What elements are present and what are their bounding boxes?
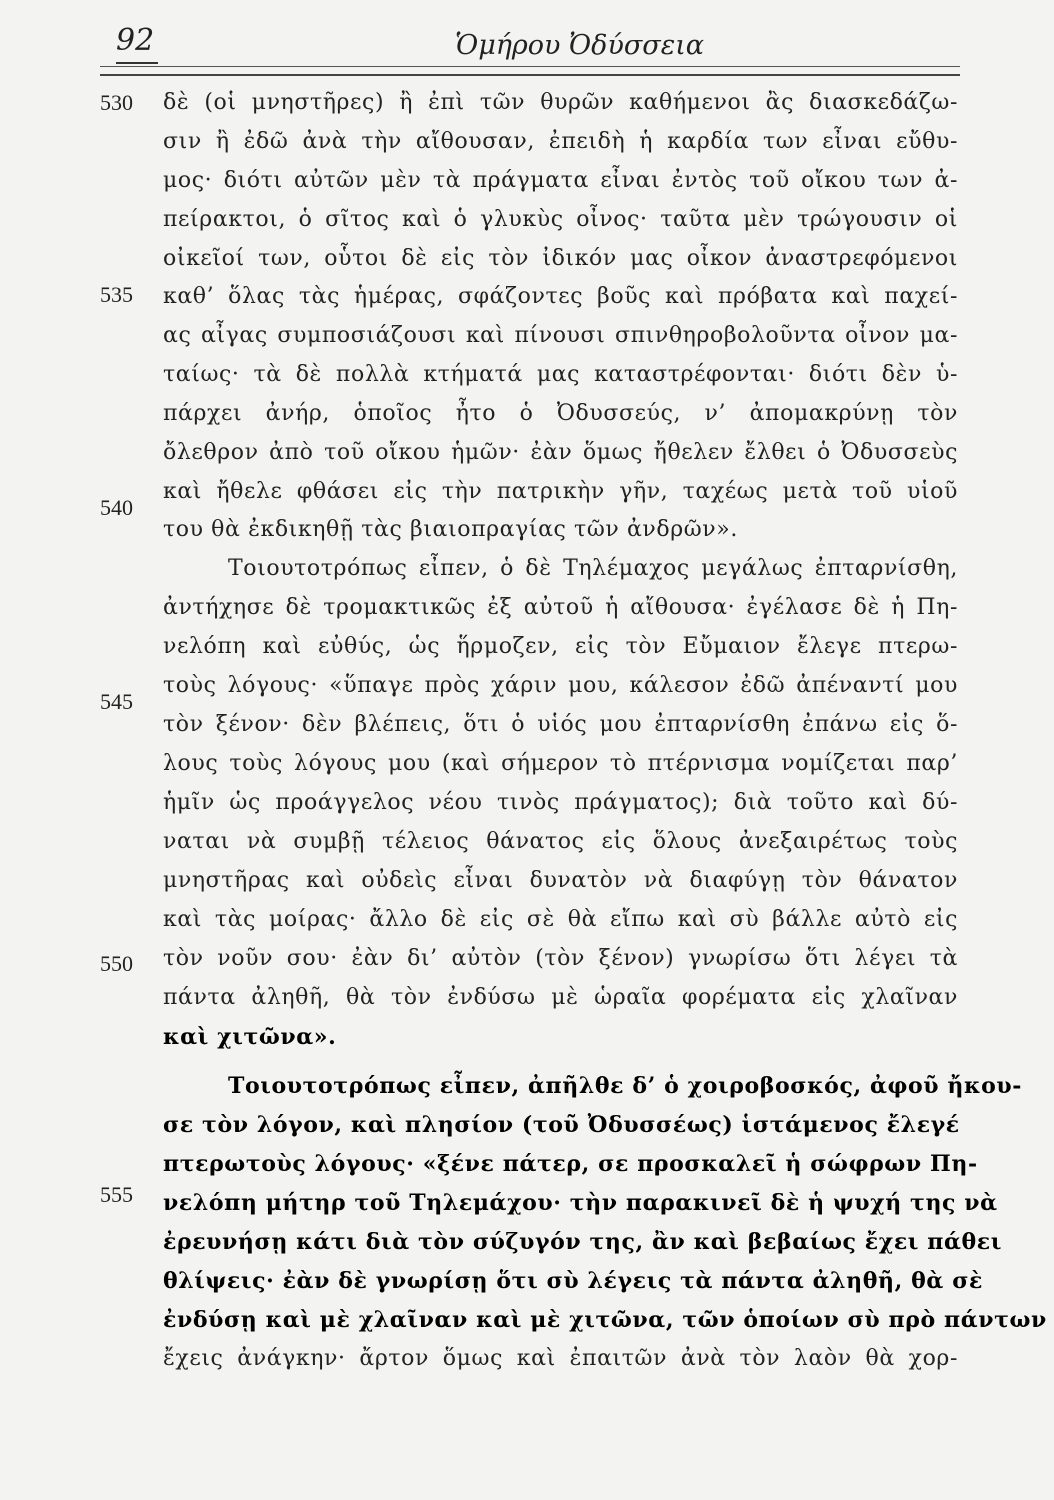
text-line: ἐρευνήσῃ κάτι διὰ τὸν σύζυγόν της, ἂν καὶ βεβαίως ἔχει πάθει: [163, 1229, 1003, 1255]
text-line: ας αἶγας συμποσιάζουσι καὶ πίνουσι σπινθηροβολοῦντα οἶνον μα-: [163, 323, 958, 348]
paragraph-start: Τοιουτοτρόπως εἶπεν, ἀπῆλθε δ’ ὁ χοιροβοσκός, ἀφοῦ ἤκου-: [228, 1073, 1022, 1099]
text-line: ὄλεθρον ἀπὸ τοῦ οἴκου ἡμῶν· ἐὰν ὅμως ἤθελεν ἔλθει ὁ Ὀδυσσεὺς: [163, 440, 958, 465]
text-line: μνηστῆρας καὶ οὐδεὶς εἶναι δυνατὸν νὰ διαφύγῃ τὸν θάνατον: [163, 868, 958, 893]
text-line: πάντα ἀληθῆ, θὰ τὸν ἐνδύσω μὲ ὡραῖα φορέματα εἰς χλαῖναν: [163, 985, 958, 1010]
page-number: 92: [116, 20, 158, 64]
header-rule-thin: [100, 66, 960, 67]
text-line: νελόπη μήτηρ τοῦ Τηλεμάχου· τὴν παρακινεῖ δὲ ἡ ψυχή της νὰ: [163, 1190, 998, 1216]
text-line: ναται νὰ συμβῇ τέλειος θάνατος εἰς ὅλους ἀνεξαιρέτως τοὺς: [163, 829, 958, 854]
text-line: ἐνδύσῃ καὶ μὲ χλαῖναν καὶ μὲ χιτῶνα, τῶν ὁποίων σὺ πρὸ πάντων: [163, 1307, 1047, 1333]
text-line: καὶ χιτῶνα».: [163, 1024, 337, 1050]
text-line: ταίως· τὰ δὲ πολλὰ κτήματά μας καταστρέφονται· διότι δὲν ὑ-: [163, 362, 958, 387]
text-line: καὶ ἤθελε φθάσει εἰς τὴν πατρικὴν γῆν, ταχέως μετὰ τοῦ υἱοῦ: [163, 479, 958, 504]
text-line: σε τὸν λόγον, καὶ πλησίον (τοῦ Ὀδυσσέως) ἱστάμενος ἔλεγέ: [163, 1112, 960, 1138]
text-line: του θὰ ἐκδικηθῇ τὰς βιαιοπραγίας τῶν ἀνδρῶν».: [163, 517, 738, 542]
text-line: θλίψεις· ἐὰν δὲ γνωρίσῃ ὅτι σὺ λέγεις τὰ πάντα ἀληθῆ, θὰ σὲ: [163, 1268, 984, 1294]
text-line: πάρχει ἀνήρ, ὁποῖος ἦτο ὁ Ὀδυσσεύς, ν’ ἀπομακρύνῃ τὸν: [163, 401, 958, 426]
header-rule-thick: [100, 74, 960, 76]
text-line: μος· διότι αὐτῶν μὲν τὰ πράγματα εἶναι ἐντὸς τοῦ οἴκου των ἀ-: [163, 168, 958, 193]
text-line: σιν ἢ ἐδῶ ἀνὰ τὴν αἴθουσαν, ἐπειδὴ ἡ καρδία των εἶναι εὔθυ-: [163, 129, 958, 154]
page-header: [100, 20, 960, 70]
text-line: ἡμῖν ὡς προάγγελος νέου τινὸς πράγματος); διὰ τοῦτο καὶ δύ-: [163, 790, 958, 815]
text-line: τὸν ξένον· δὲν βλέπεις, ὅτι ὁ υἱός μου ἐπταρνίσθη ἐπάνω εἰς ὅ-: [163, 712, 958, 737]
line-number: 535: [100, 282, 133, 307]
line-number: 545: [100, 689, 133, 714]
paragraph-start: Τοιουτοτρόπως εἶπεν, ὁ δὲ Τηλέμαχος μεγάλως ἐπταρνίσθη,: [228, 556, 958, 581]
line-number: 550: [100, 951, 133, 976]
text-line: οἰκεῖοί των, οὗτοι δὲ εἰς τὸν ἰδικόν μας οἶκον ἀναστρεφόμενοι: [163, 246, 958, 271]
text-line: ἔχεις ἀνάγκην· ἄρτον ὅμως καὶ ἐπαιτῶν ἀνὰ τὸν λαὸν θὰ χορ-: [163, 1346, 958, 1371]
text-line: πείρακτοι, ὁ σῖτος καὶ ὁ γλυκὺς οἶνος· ταῦτα μὲν τρώγουσιν οἱ: [163, 207, 958, 232]
running-title: Ὁμήρου Ὀδύσσεια: [455, 30, 705, 61]
line-number: 530: [100, 90, 133, 115]
text-line: δὲ (οἱ μνηστῆρες) ἢ ἐπὶ τῶν θυρῶν καθήμενοι ἂς διασκεδάζω-: [163, 90, 958, 115]
text-line: τοὺς λόγους· «ὕπαγε πρὸς χάριν μου, κάλεσον ἐδῶ ἀπέναντί μου: [163, 673, 958, 698]
text-line: πτερωτοὺς λόγους· «ξένε πάτερ, σε προσκαλεῖ ἡ σώφρων Πη-: [163, 1151, 978, 1177]
line-number: 540: [100, 495, 133, 520]
text-line: νελόπη καὶ εὐθύς, ὡς ἥρμοζεν, εἰς τὸν Εὔμαιον ἔλεγε πτερω-: [163, 634, 958, 659]
text-line: λους τοὺς λόγους μου (καὶ σήμερον τὸ πτέρνισμα νομίζεται παρ’: [163, 751, 958, 776]
line-number: 555: [100, 1182, 133, 1207]
text-line: καὶ τὰς μοίρας· ἄλλο δὲ εἰς σὲ θὰ εἴπω καὶ σὺ βάλλε αὐτὸ εἰς: [163, 907, 958, 932]
text-line: καθ’ ὅλας τὰς ἡμέρας, σφάζοντες βοῦς καὶ πρόβατα καὶ παχεί-: [163, 284, 958, 309]
text-line: ἀντήχησε δὲ τρομακτικῶς ἐξ αὐτοῦ ἡ αἴθουσα· ἐγέλασε δὲ ἡ Πη-: [163, 595, 958, 620]
text-line: τὸν νοῦν σου· ἐὰν δι’ αὐτὸν (τὸν ξένον) γνωρίσω ὅτι λέγει τὰ: [163, 946, 958, 971]
